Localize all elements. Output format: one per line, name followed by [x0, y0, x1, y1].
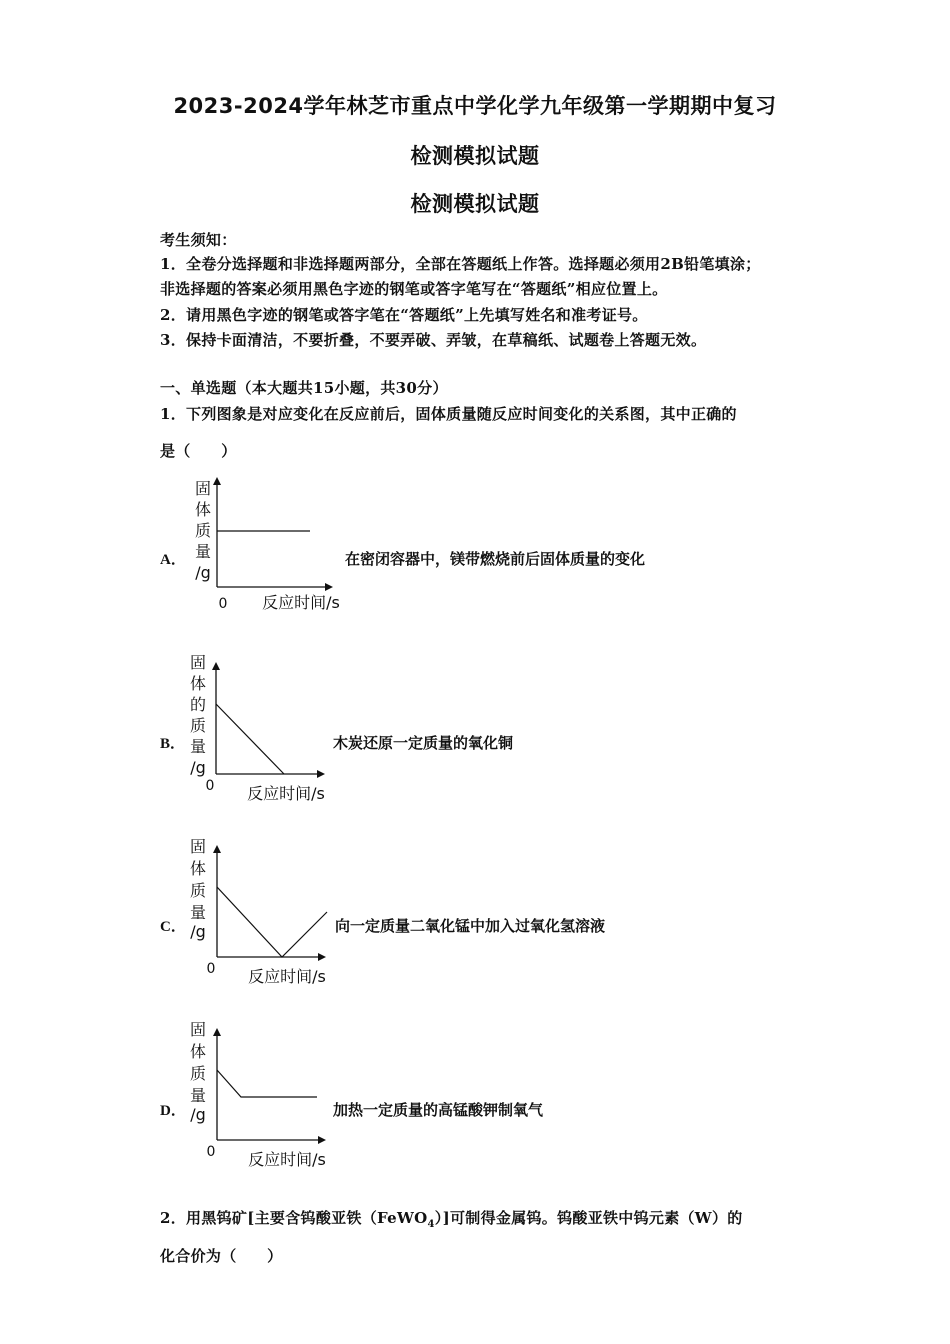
- y-label-char: /g: [195, 563, 211, 582]
- y-label-char: 固: [194, 479, 212, 498]
- option-d-description: 加热一定质量的高锰酸钾制氧气: [333, 1101, 544, 1119]
- y-label-char: 体: [189, 1042, 207, 1061]
- origin-label: 0: [206, 961, 216, 977]
- x-axis-arrow: [325, 583, 333, 591]
- origin-label: 0: [218, 596, 228, 612]
- y-axis-label: [190, 837, 206, 941]
- option-c-description: 向一定质量二氧化锰中加入过氧化氢溶液: [335, 917, 606, 935]
- origin-label: 0: [205, 778, 215, 794]
- section-heading: 一、单选题（本大题共15小题，共30分）: [160, 379, 448, 397]
- y-axis-label: [190, 653, 206, 777]
- y-label-char: /g: [190, 922, 206, 941]
- notice-item: 2．请用黑色字迹的钢笔或答字笔在“答题纸”上先填写姓名和准考证号。: [160, 306, 648, 324]
- y-label-char: 体: [189, 859, 207, 878]
- y-label-char: 质: [189, 881, 207, 900]
- y-label-char: /g: [190, 758, 206, 777]
- x-axis-arrow: [318, 1136, 326, 1144]
- y-label-char: 固: [189, 653, 207, 672]
- option-a-letter[interactable]: A．: [160, 552, 186, 568]
- y-axis-label: [195, 479, 211, 582]
- question-2-text: 2．用黑钨矿[主要含钨酸亚铁（FeWO: [160, 1209, 428, 1227]
- page-subtitle-repeat: 检测模拟试题: [410, 192, 540, 216]
- option-b-description: 木炭还原一定质量的氧化铜: [333, 734, 514, 752]
- y-label-char: 固: [189, 1020, 207, 1039]
- y-label-char: 体: [189, 674, 207, 693]
- notice-item: 1．全卷分选择题和非选择题两部分，全部在答题纸上作答。选择题必须用2B铅笔填涂；: [160, 255, 761, 273]
- y-axis-arrow: [213, 845, 221, 853]
- y-label-char: /g: [190, 1105, 206, 1124]
- y-label-char: 量: [189, 1086, 207, 1105]
- y-label-char: 量: [189, 737, 207, 756]
- question-2-stem: [160, 1207, 743, 1230]
- x-axis-arrow: [318, 953, 326, 961]
- x-axis-label: 反应时间/s: [248, 967, 326, 986]
- question-1-stem-end: 是（ ）: [160, 442, 237, 460]
- option-a-description: 在密闭容器中，镁带燃烧前后固体质量的变化: [345, 550, 646, 568]
- page-title: 2023-2024学年林芝市重点中学化学九年级第一学期期中复习: [173, 94, 777, 118]
- curve-line: [216, 704, 284, 774]
- y-axis-arrow: [213, 477, 221, 485]
- page-subtitle: 检测模拟试题: [410, 144, 540, 168]
- origin-label: 0: [206, 1144, 216, 1160]
- x-axis-label: 反应时间/s: [248, 1150, 326, 1169]
- y-label-char: 量: [189, 903, 207, 922]
- option-b-letter[interactable]: B．: [160, 736, 186, 752]
- y-label-char: 质: [194, 521, 212, 540]
- y-label-char: 质: [189, 716, 207, 735]
- x-axis-arrow: [317, 770, 325, 778]
- y-label-char: 固: [189, 837, 207, 856]
- option-d-letter[interactable]: D．: [160, 1103, 186, 1119]
- x-axis-label: 反应时间/s: [262, 593, 340, 612]
- option-b-graph: [185, 652, 350, 807]
- y-label-char: 质: [189, 1064, 207, 1083]
- option-d-graph: [185, 1018, 350, 1173]
- notice-item: 3．保持卡面清洁，不要折叠，不要弄破、弄皱，在草稿纸、试题卷上答题无效。: [160, 331, 707, 349]
- y-axis-label: [190, 1020, 206, 1124]
- question-2-text: ）]可制得金属钨。钨酸亚铁中钨元素（W）的: [434, 1209, 743, 1227]
- y-label-char: 量: [194, 542, 212, 561]
- y-axis-arrow: [213, 1028, 221, 1036]
- option-c-graph: [185, 835, 350, 990]
- question-1-stem: 1．下列图象是对应变化在反应前后，固体质量随反应时间变化的关系图，其中正确的: [160, 405, 737, 423]
- curve-line: [217, 887, 327, 957]
- notice-item: 非选择题的答案必须用黑色字迹的钢笔或答字笔写在“答题纸”相应位置上。: [160, 280, 668, 298]
- option-c-letter[interactable]: C．: [160, 919, 186, 935]
- y-label-char: 的: [189, 695, 207, 714]
- question-2-stem-end: 化合价为（ ）: [160, 1247, 283, 1265]
- formula-subscript: 4: [427, 1219, 435, 1230]
- x-axis-label: 反应时间/s: [247, 784, 325, 803]
- option-a-graph: [185, 475, 355, 620]
- y-label-char: 体: [194, 500, 212, 519]
- notice-heading: 考生须知：: [160, 231, 237, 249]
- curve-line: [217, 1070, 317, 1097]
- y-axis-arrow: [212, 662, 220, 670]
